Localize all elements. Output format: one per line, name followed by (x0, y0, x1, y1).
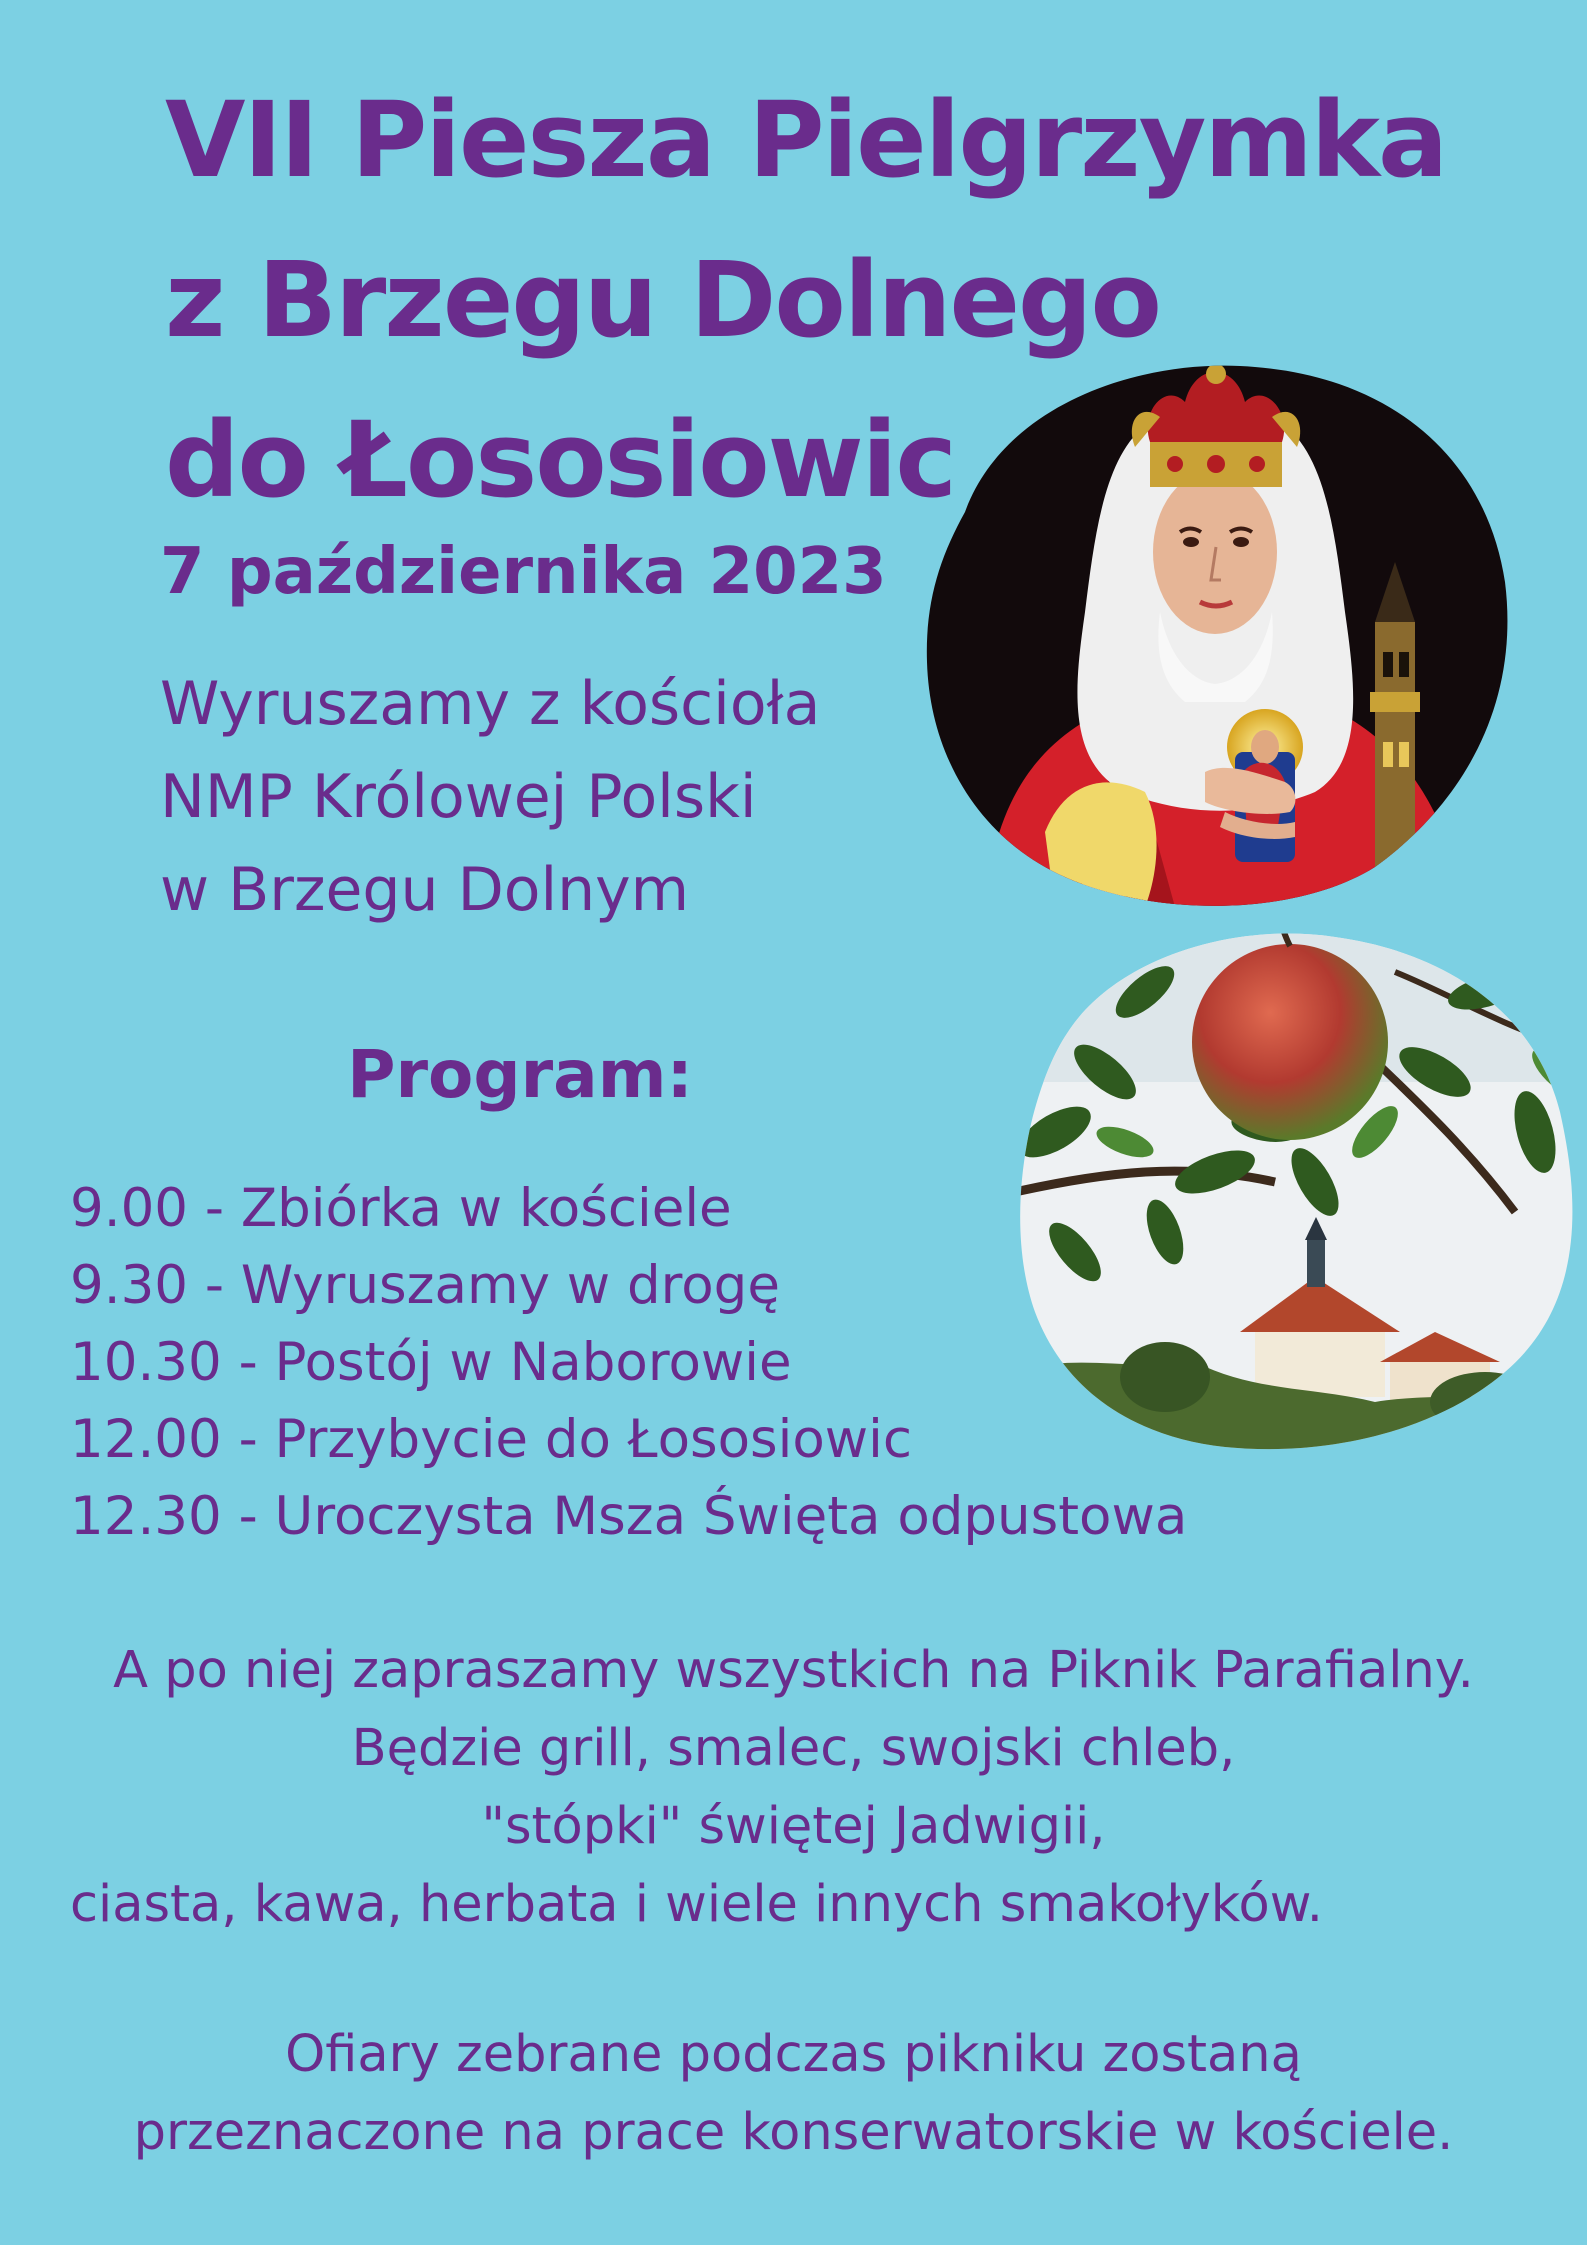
offering-note (20, 2016, 1567, 2172)
saint-hedwig-icon-image (925, 362, 1510, 907)
departure-line-3: w Brzegu Dolnym (160, 855, 690, 925)
offering-line-2: przeznaczone na prace konserwatorskie w kościele. (133, 2103, 1454, 2162)
schedule-item: 9.30 - Wyruszamy w drogę (70, 1255, 780, 1316)
picnic-invitation (30, 1632, 1557, 1944)
schedule-item: 10.30 - Postój w Naborowie (70, 1332, 792, 1393)
title-line-2: z Brzegu Dolnego (165, 239, 1160, 361)
departure-info (160, 658, 820, 937)
title-line-3: do Łososiowic (165, 399, 956, 521)
program-heading: Program: (347, 1036, 693, 1113)
schedule-item: 9.00 - Zbiórka w kościele (70, 1178, 732, 1239)
picnic-line-3: "stópki" świętej Jadwigii, (481, 1797, 1106, 1856)
schedule-item: 12.30 - Uroczysta Msza Święta odpustowa (70, 1486, 1188, 1547)
offering-line-1: Ofiary zebrane podczas pikniku zostaną (285, 2025, 1302, 2084)
departure-line-1: Wyruszamy z kościoła (160, 669, 821, 739)
picnic-line-1: A po niej zapraszamy wszystkich na Piknik Parafialny. (113, 1641, 1474, 1700)
title-line-1: VII Piesza Pielgrzymka (165, 79, 1447, 201)
picnic-line-2: Będzie grill, smalec, swojski chleb, (351, 1719, 1236, 1778)
schedule-item: 12.00 - Przybycie do Łososiowic (70, 1409, 913, 1470)
picnic-line-4: ciasta, kawa, herbata i wiele innych smakołyków. (70, 1875, 1323, 1934)
event-date: 7 października 2023 (160, 535, 887, 609)
departure-line-2: NMP Królowej Polski (160, 762, 757, 832)
program-schedule (70, 1170, 1187, 1555)
